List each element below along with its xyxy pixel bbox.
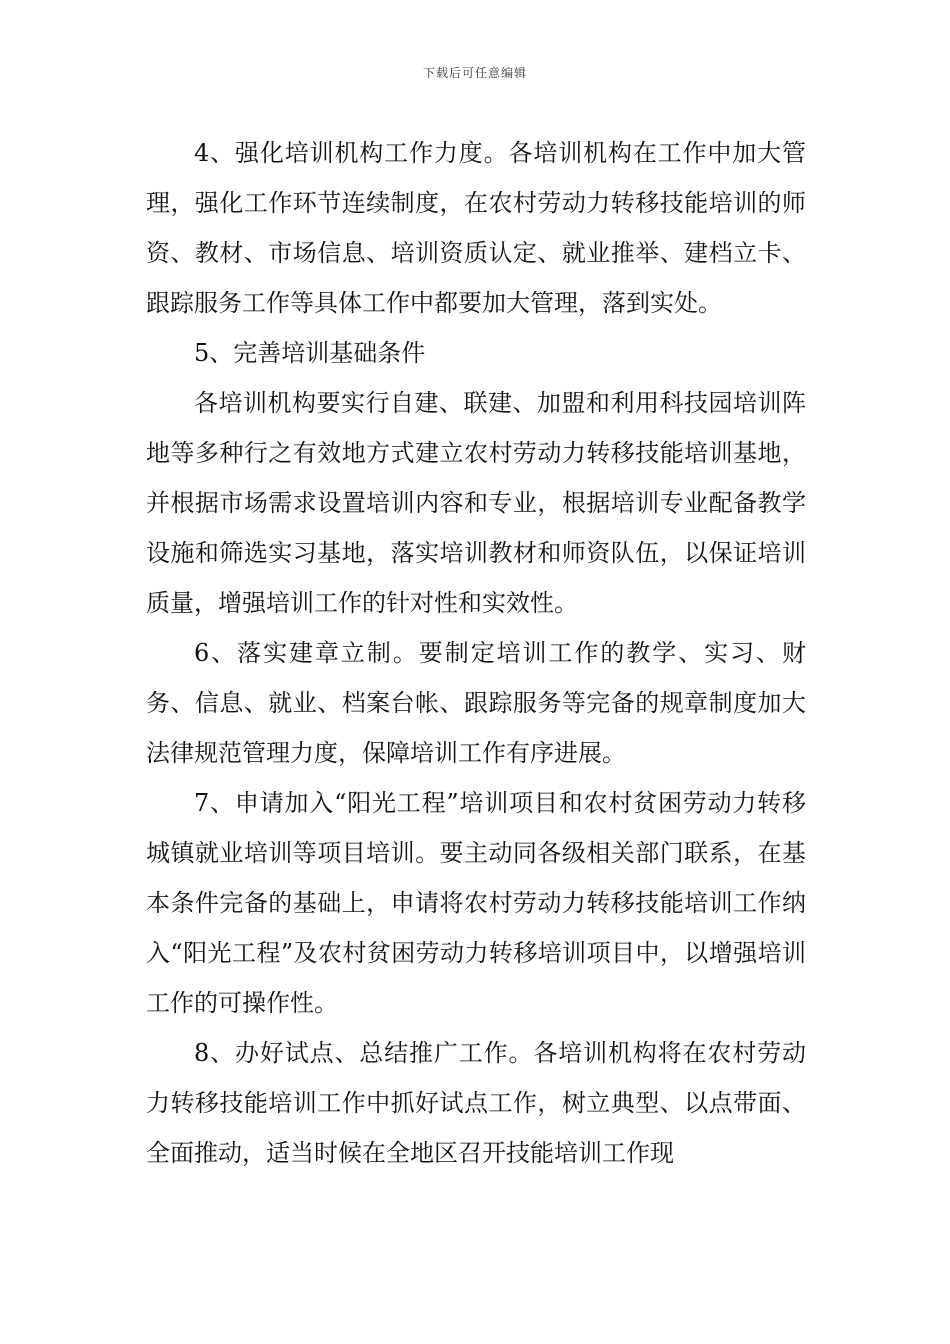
document-body [146,128,806,1178]
paragraph-5-body: 各培训机构要实行自建、联建、加盟和利用科技园培训阵地等多种行之有效地方式建立农村劳动力转移技能培训基地，并根据市场需求设置培训内容和专业，根据培训专业配备教学设施和筛选实习基地，落实培训教材和师资队伍，以保证培训质量，增强培训工作的针对性和实效性。 [146,389,806,617]
paragraph-4: 4、强化培训机构工作力度。各培训机构在工作中加大管理，强化工作环节连续制度，在农村劳动力转移技能培训的师资、教材、市场信息、培训资质认定、就业推举、建档立卡、跟踪服务工作等具体工作中都要加大管理，落到实处。 [146,139,806,317]
paragraph-8: 8、办好试点、总结推广工作。各培训机构将在农村劳动力转移技能培训工作中抓好试点工作，树立典型、以点带面、全面推动，适当时候在全地区召开技能培训工作现 [146,1039,806,1167]
paragraph-7: 7、申请加入“阳光工程”培训项目和农村贫困劳动力转移城镇就业培训等项目培训。要主动同各级相关部门联系，在基本条件完备的基础上，申请将农村劳动力转移技能培训工作纳入“阳光工程”及农村贫困劳动力转移培训项目中，以增强培训工作的可操作性。 [146,789,806,1017]
page-header: 下载后可任意编辑 [422,66,527,80]
paragraph-6: 6、落实建章立制。要制定培训工作的教学、实习、财务、信息、就业、档案台帐、跟踪服务等完备的规章制度加大法律规范管理力度，保障培训工作有序进展。 [146,639,806,767]
paragraph-5-heading: 5、完善培训基础条件 [194,339,426,367]
